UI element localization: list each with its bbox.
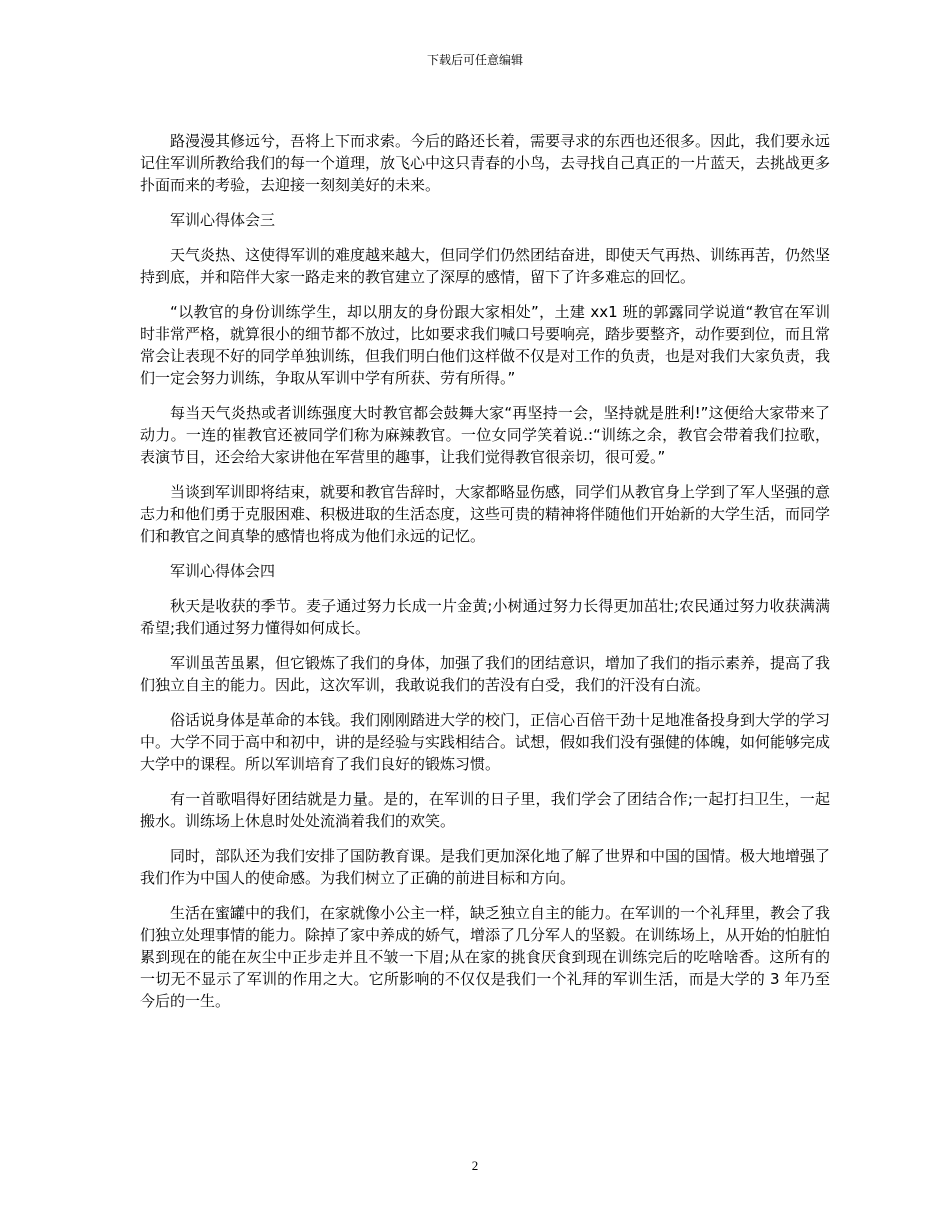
paragraph: “以教官的身份训练学生，却以朋友的身份跟大家相处”，土建 xx1 班的郭露同学说道“教官在军训时非常严格，就算很小的细节都不放过，比如要求我们喊口号要响亮，踏步要整齐，动作要到位，而且常常会让表现不好的同学单独训练，但我们明白他们这样做不仅是对工作的负责，也是对我们大家负责，我们一定会努力训练，争取从军训中学有所获、劳有所得。” [140,303,831,387]
paragraph: 有一首歌唱得好团结就是力量。是的，在军训的日子里，我们学会了团结合作;一起打扫卫生，一起搬水。训练场上休息时处处流淌着我们的欢笑。 [140,790,830,830]
section-heading: 军训心得体会三 [170,211,276,229]
paragraph: 当谈到军训即将结束，就要和教官告辞时，大家都略显伤感，同学们从教官身上学到了军人坚强的意志力和他们勇于克服困难、积极进取的生活态度，这些可贵的精神将伴随他们开始新的大学生活，而同学们和教官之间真挚的感情也将成为他们永远的记忆。 [140,483,831,545]
section-heading: 军训心得体会四 [170,562,276,580]
paragraph: 路漫漫其修远兮，吾将上下而求索。今后的路还长着，需要寻求的东西也还很多。因此，我们要永远记住军训所教给我们的每一个道理，放飞心中这只青春的小鸟，去寻找自己真正的一片蓝天，去挑战更多扑面而来的考验，去迎接一刻刻美好的未来。 [140,132,831,194]
paragraph: 秋天是收获的季节。麦子通过努力长成一片金黄;小树通过努力长得更加茁壮;农民通过努力收获满满希望;我们通过努力懂得如何成长。 [140,597,830,637]
paragraph: 生活在蜜罐中的我们，在家就像小公主一样，缺乏独立自主的能力。在军训的一个礼拜里，教会了我们独立处理事情的能力。除掉了家中养成的娇气，增添了几分军人的坚毅。在训练场上，从开始的怕脏怕累到现在的能在灰尘中正步走并且不皱一下眉;从在家的挑食厌食到现在训练完后的吃啥啥香。这所有的一切无不显示了军训的作用之大。它所影响的不仅仅是我们一个礼拜的军训生活，而是大学的 3 年乃至今后的一生。 [140,904,831,1010]
paragraph: 军训虽苦虽累，但它锻炼了我们的身体，加强了我们的团结意识，增加了我们的指示素养，提高了我们独立自主的能力。因此，这次军训，我敢说我们的苦没有白受，我们的汗没有白流。 [140,654,831,694]
document-body [140,130,830,1025]
paragraph: 每当天气炎热或者训练强度大时教官都会鼓舞大家“再坚持一会，坚持就是胜利!”这便给大家带来了动力。一连的崔教官还被同学们称为麻辣教官。一位女同学笑着说.:“训练之余，教官会带着我们拉歌，表演节目，还会给大家讲他在军营里的趣事，让我们觉得教官很亲切，很可爱。” [140,404,830,466]
paragraph: 天气炎热、这使得军训的难度越来越大，但同学们仍然团结奋进，即使天气再热、训练再苦，仍然坚持到底，并和陪伴大家一路走来的教官建立了深厚的感情，留下了许多难忘的回忆。 [140,246,831,286]
page-header: 下载后可任意编辑 [426,53,523,67]
paragraph: 俗话说身体是革命的本钱。我们刚刚踏进大学的校门，正信心百倍干劲十足地准备投身到大学的学习中。大学不同于高中和初中，讲的是经验与实践相结合。试想，假如我们没有强健的体魄，如何能够完成大学中的课程。所以军训培育了我们良好的锻炼习惯。 [140,711,831,773]
page-number: 2 [471,1158,479,1173]
paragraph: 同时，部队还为我们安排了国防教育课。是我们更加深化地了解了世界和中国的国情。极大地增强了我们作为中国人的使命感。为我们树立了正确的前进目标和方向。 [140,847,831,887]
